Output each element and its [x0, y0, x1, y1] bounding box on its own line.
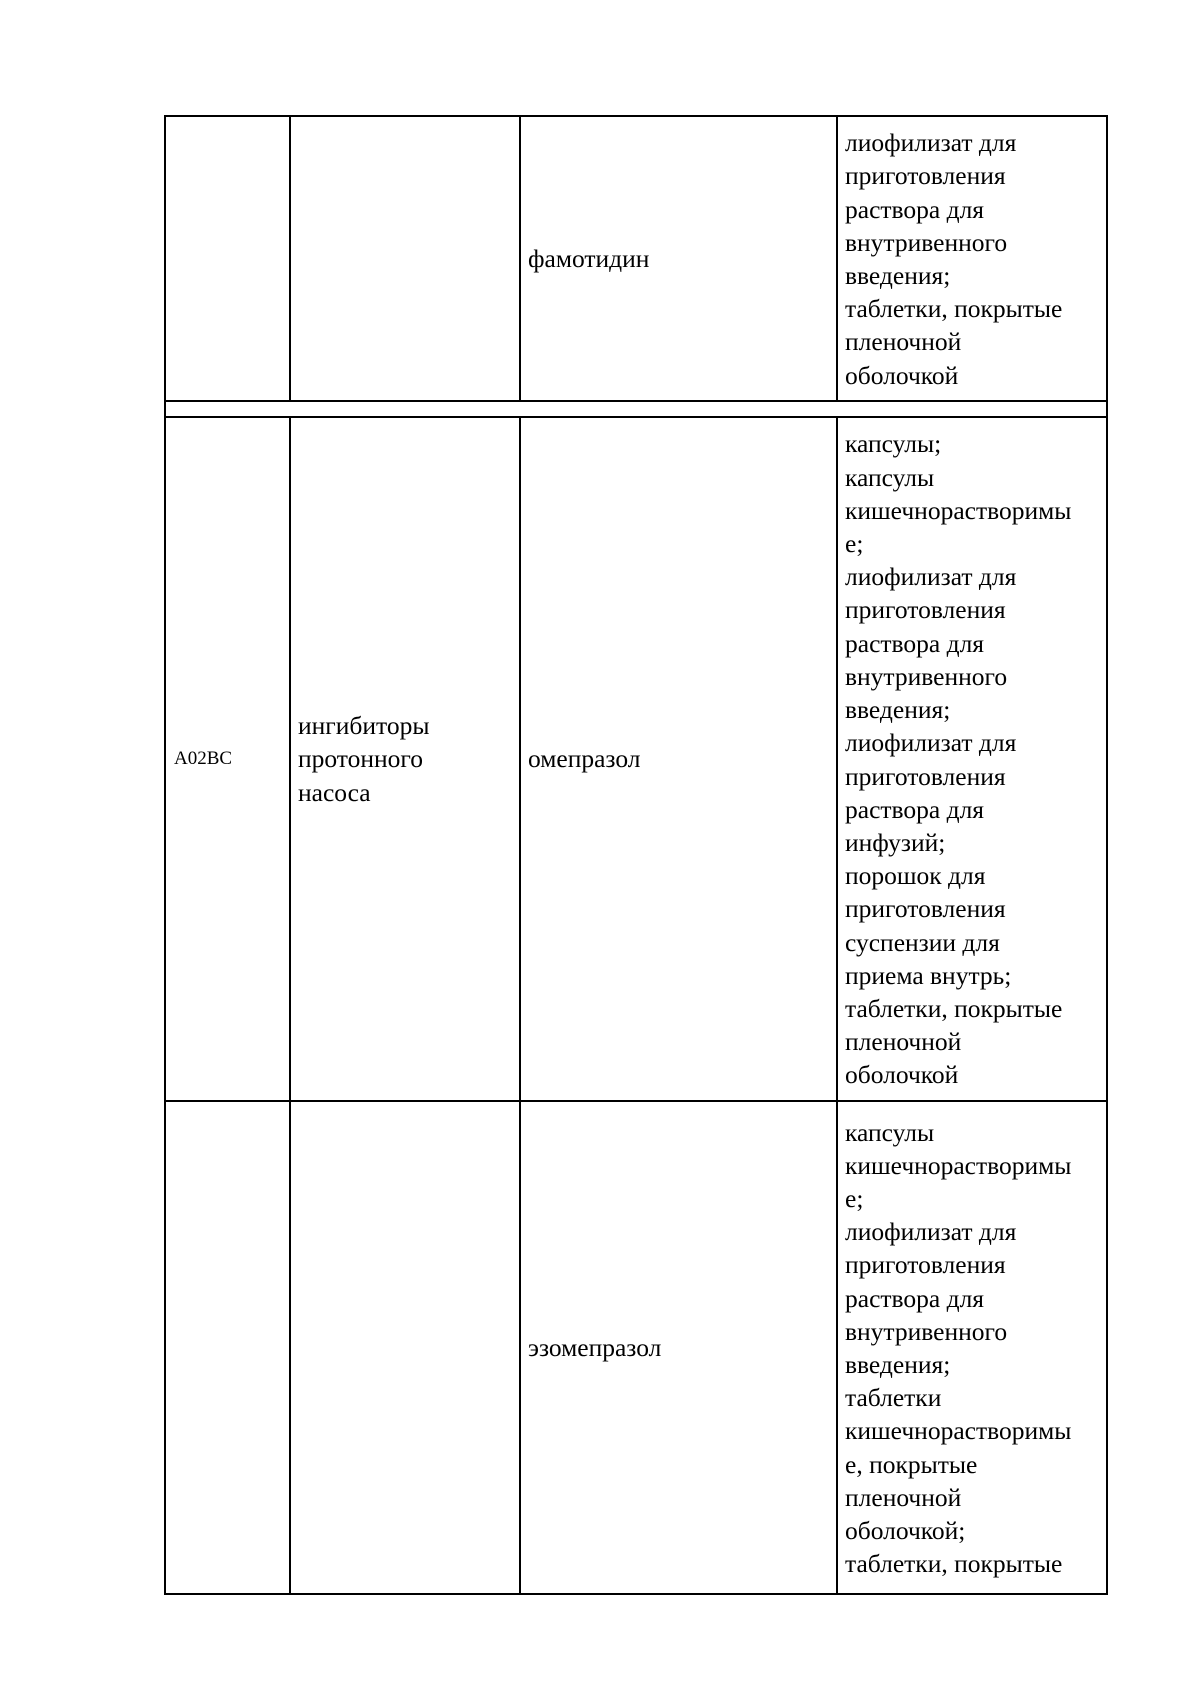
group-name-line: протонного — [298, 744, 423, 774]
group-name-line: ингибиторы — [298, 711, 430, 741]
drug-name-cell — [520, 116, 837, 401]
dosage-form-line: е; — [845, 1183, 864, 1213]
group-name-line: насоса — [298, 777, 371, 807]
dosage-form-line: внутривенного — [845, 227, 1008, 257]
drug-name-cell — [520, 417, 837, 1101]
dosage-form-line: е; — [845, 529, 864, 559]
dosage-form-line: пленочной — [845, 327, 962, 357]
atc-code: A02BC — [174, 748, 233, 770]
atc-code-cell — [165, 1101, 290, 1594]
dosage-form-line: внутривенного — [845, 661, 1008, 691]
dosage-form-line: введения; — [845, 1350, 951, 1379]
group-cell — [290, 116, 520, 401]
dosage-form-line: введения; — [845, 695, 951, 725]
dosage-form-line: лиофилизат для — [845, 728, 1017, 758]
dosage-form-line: капсулы — [845, 462, 935, 492]
dosage-form-line: инфузий; — [845, 827, 946, 857]
dosage-form-line: капсулы; — [845, 429, 942, 459]
dosage-form-line: пленочной — [845, 1482, 962, 1512]
dosage-forms-cell — [837, 417, 1107, 1101]
dosage-form-line: кишечнорастворимы — [845, 495, 1072, 525]
drug-table — [164, 115, 1108, 1595]
dosage-form-line: кишечнорастворимы — [845, 1416, 1072, 1446]
separator-cell — [165, 401, 1107, 417]
dosage-form-line: оболочкой; — [845, 1516, 966, 1546]
dosage-form-line: раствора для — [845, 1283, 985, 1313]
drug-name: омепразол — [528, 744, 641, 774]
atc-code-cell — [165, 417, 290, 1101]
dosage-form-line: внутривенного — [845, 1316, 1008, 1346]
dosage-form-line: приготовления — [845, 595, 1006, 625]
dosage-form-line: пленочной — [845, 1027, 962, 1057]
table-row-esomeprazole — [165, 1101, 1107, 1594]
dosage-form-line: раствора для — [845, 628, 985, 658]
dosage-form-line: лиофилизат для — [845, 562, 1017, 592]
drug-name-cell — [520, 1101, 837, 1594]
dosage-form-line: приема внутрь; — [845, 960, 1012, 990]
dosage-form-line: оболочкой — [845, 360, 959, 390]
dosage-forms-cell — [837, 116, 1107, 401]
dosage-form-line: лиофилизат для — [845, 1217, 1017, 1247]
group-cell — [290, 1101, 520, 1594]
dosage-form-line: раствора для — [845, 194, 985, 224]
group-cell — [290, 417, 520, 1101]
dosage-form-line: капсулы — [845, 1117, 935, 1147]
table-row-omeprazole — [165, 417, 1107, 1101]
dosage-form-line: суспензии для — [845, 927, 1000, 957]
dosage-form-line: приготовления — [845, 1250, 1006, 1280]
dosage-form-line: лиофилизат для — [845, 128, 1017, 158]
table-separator-row — [165, 401, 1107, 417]
dosage-form-line: порошок для — [845, 861, 986, 891]
dosage-form-line: е, покрытые — [845, 1449, 978, 1479]
dosage-form-line: приготовления — [845, 761, 1006, 791]
dosage-form-line: приготовления — [845, 161, 1006, 191]
dosage-form-line: оболочкой — [845, 1060, 959, 1090]
dosage-form-line: раствора для — [845, 794, 985, 824]
dosage-forms-cell — [837, 1101, 1107, 1594]
drug-name: фамотидин — [528, 243, 650, 273]
dosage-form-line: таблетки, покрытые — [845, 294, 1063, 324]
atc-code-cell — [165, 116, 290, 401]
drug-name: эзомепразол — [528, 1332, 662, 1362]
dosage-form-line: таблетки, покрытые — [845, 1549, 1063, 1579]
dosage-form-line: введения; — [845, 261, 951, 290]
table-row-famotidine — [165, 116, 1107, 401]
dosage-form-line: таблетки — [845, 1383, 942, 1413]
dosage-form-line: кишечнорастворимы — [845, 1150, 1072, 1180]
dosage-form-line: приготовления — [845, 894, 1006, 924]
dosage-form-line: таблетки, покрытые — [845, 993, 1063, 1023]
